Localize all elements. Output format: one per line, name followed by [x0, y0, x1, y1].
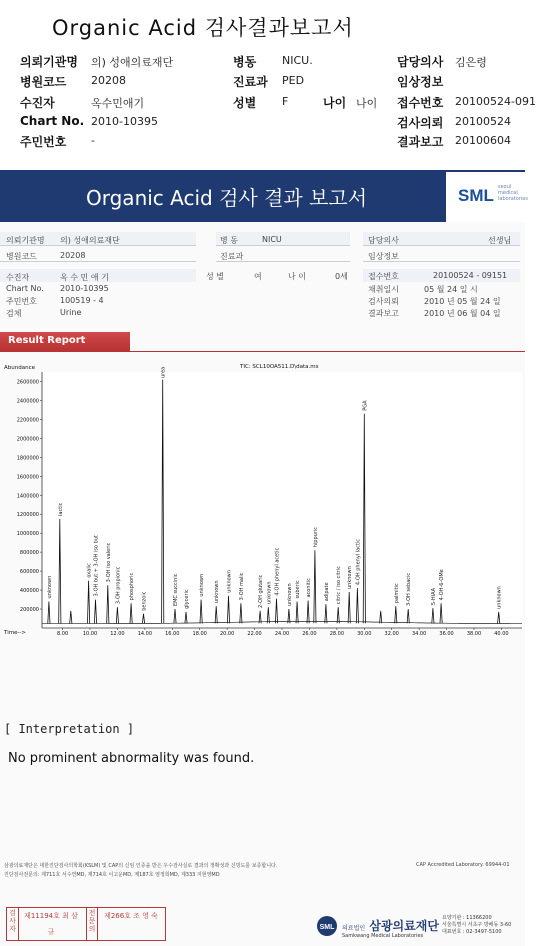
- field-key: 병원코드: [20, 75, 67, 89]
- info-value: Urine: [60, 308, 82, 317]
- footnote-physicians: 진단검사전문의: 제711호 서수연MD, 제714호 이고운MD, 제187호 염정희MD, 제333 지현영MD: [4, 872, 220, 878]
- peak-annotation: 3-OH iso valeric: [105, 542, 112, 583]
- y-tick-label: 1400000: [16, 493, 39, 500]
- info-value: 100519 - 4: [60, 296, 104, 305]
- peak-annotation: benzoic: [141, 591, 148, 611]
- field-key: 주민번호: [20, 135, 67, 149]
- field-key: Chart No.: [20, 114, 85, 128]
- field-value: 20208: [91, 74, 126, 87]
- x-tick-label: 10.00: [82, 631, 98, 637]
- info-label: 임상정보: [368, 252, 399, 261]
- chart-title: TIC: SCL10OA511.D\data.ms: [240, 364, 319, 370]
- x-tick-label: 28.00: [329, 631, 345, 637]
- y-tick-label: 800000: [19, 550, 39, 557]
- peak-annotation: 2-OH glutaric: [258, 574, 265, 608]
- peak-annotation: unknown: [347, 566, 354, 589]
- y-tick-label: 1800000: [16, 455, 39, 462]
- info-value: 2010 년 06 월 04 일: [424, 309, 501, 318]
- info-label: 병원코드: [6, 252, 37, 261]
- peak-annotation: 5-HIAA: [430, 587, 437, 606]
- y-tick-label: 1200000: [16, 512, 39, 519]
- peak-annotation: unknown: [496, 586, 503, 609]
- banner-title: Organic Acid 검사 결과 보고서: [86, 186, 368, 210]
- field-value: NICU.: [282, 54, 313, 67]
- field-key: 검사의뢰: [397, 116, 444, 130]
- peak-annotation: unknown: [46, 575, 53, 599]
- field-key: 진료과: [233, 75, 268, 89]
- field-value: 의) 성애의료재단: [91, 56, 174, 69]
- x-tick-label: 38.00: [466, 631, 482, 637]
- footer-org: 삼광의료재단: [369, 919, 439, 933]
- x-tick-label: 8.00: [57, 631, 69, 637]
- info-label: 담당의사: [368, 236, 399, 245]
- info-value: 선생님: [488, 236, 512, 245]
- info-label: 주민번호: [6, 297, 37, 306]
- peak-annotation: unknown: [226, 570, 233, 593]
- peak-annotation: lactic: [57, 502, 64, 516]
- peak-annotation: 4-OH phenyl lactic: [355, 538, 362, 586]
- y-tick-label: 2400000: [16, 398, 39, 405]
- peak-annotation: 4-OH-6-OMe: [439, 569, 446, 601]
- svg-text:SML: SML: [319, 924, 335, 931]
- x-tick-label: 36.00: [439, 631, 454, 637]
- peak-annotation: 3-OH sebacic: [406, 572, 413, 607]
- footnote-certification: 삼광의료재단은 대한진단검사의학회(KSLM) 및 CAP의 신임 인증을 받은 우수검사실로 결과의 정확성과 신빙도를 보증합니다.: [4, 863, 278, 869]
- info-value: NICU: [262, 235, 282, 244]
- x-tick-label: 40.00: [494, 631, 509, 637]
- x-tick-label: 24.00: [274, 631, 290, 637]
- footer-org-name: [342, 917, 439, 934]
- info-label: 진료과: [220, 252, 244, 261]
- field-value: 20100524: [455, 115, 511, 128]
- report-title: Organic Acid 검사결과보고서: [52, 16, 354, 40]
- peak-annotation: phosphoric: [129, 572, 136, 601]
- info-label: 결과보고: [368, 309, 399, 318]
- peak-annotation: citric / iso citric: [336, 566, 343, 605]
- interpretation-title: [ Interpretation ]: [4, 722, 135, 736]
- info-label: 수진자: [6, 273, 30, 282]
- x-tick-label: 22.00: [247, 631, 262, 637]
- field-key: 담당의사: [397, 55, 444, 69]
- field-value: 2010-10395: [91, 115, 158, 128]
- info-value: 20100524 - 09151: [433, 271, 508, 280]
- field-key: 성별: [233, 96, 257, 110]
- sml-logo-subtitle: seoul medical laboratories: [498, 184, 528, 202]
- info-value: 2010 년 05 월 24 일: [424, 297, 501, 306]
- y-tick-label: 600000: [19, 569, 39, 576]
- y-tick-label: 200000: [19, 607, 39, 614]
- peak-annotation: palmitic: [393, 583, 400, 604]
- peak-annotation: unknown: [199, 573, 206, 597]
- info-value: 05 월 24 일 시: [424, 285, 478, 294]
- field-value: 김은령: [455, 56, 487, 69]
- y-tick-label: 2000000: [16, 436, 39, 443]
- scanned-report: [0, 170, 528, 946]
- signature-stamps: [6, 907, 166, 941]
- info-value: 옥 수 민 애 기: [60, 273, 109, 282]
- field-value: -: [91, 134, 95, 147]
- x-tick-label: 30.00: [357, 631, 372, 637]
- field-key: 수진자: [20, 96, 55, 110]
- info-label: Chart No.: [6, 284, 44, 293]
- sml-logo-box: [446, 170, 528, 222]
- info-label: 채취일시: [368, 285, 399, 294]
- peak-annotation: urea: [160, 366, 167, 378]
- stamp-b-label: 전문의: [86, 908, 98, 940]
- peak-annotation: 3-OH propionic: [115, 566, 122, 605]
- info-value: 여: [254, 272, 262, 281]
- y-tick-label: 1600000: [16, 474, 39, 481]
- info-label: 성 별: [206, 272, 224, 281]
- footer-org-prefix: 의료법인: [342, 925, 366, 932]
- interpretation-text: No prominent abnormality was found.: [8, 751, 255, 766]
- info-value: 의) 성애의료재단: [60, 236, 120, 245]
- field-value: 옥수민애기: [91, 97, 145, 110]
- field-key: 의뢰기관명: [20, 55, 78, 69]
- peak-annotation: adipate: [323, 582, 330, 602]
- x-tick-label: 20.00: [219, 631, 235, 637]
- peak-annotation: aconitic: [306, 577, 313, 598]
- peak-annotation: 4-OH phenyl acetic: [274, 547, 281, 596]
- field-value: PED: [282, 74, 305, 87]
- peak-annotation: suberic: [295, 580, 302, 599]
- info-label: 검체: [6, 309, 22, 318]
- chromatogram-chart: [0, 360, 525, 660]
- info-value: 2010-10395: [60, 284, 109, 293]
- info-value: 0세: [335, 272, 348, 281]
- field-key: 접수번호: [397, 96, 444, 110]
- x-axis-label: Time-->: [4, 630, 27, 636]
- info-label: 병 동: [220, 236, 238, 245]
- peak-annotation: unknown: [286, 583, 293, 607]
- x-tick-label: 12.00: [110, 631, 125, 637]
- y-tick-label: 1000000: [16, 531, 39, 538]
- y-tick-label: 400000: [19, 588, 39, 595]
- field-key: 병동: [233, 55, 257, 69]
- x-tick-label: 18.00: [192, 631, 207, 637]
- x-tick-label: 16.00: [165, 631, 180, 637]
- info-label: 의뢰기관명: [6, 236, 45, 245]
- info-value: 20208: [60, 251, 86, 260]
- info-label: 검사의뢰: [368, 297, 399, 306]
- info-label: 접수번호: [368, 272, 399, 281]
- stamp-b: 제266호 조 영 숙: [104, 912, 158, 920]
- stamp-a: 제11194호 최 삼 규: [24, 912, 78, 936]
- x-tick-label: 32.00: [384, 631, 399, 637]
- peak-annotation: 3-OH but + 3-OH iso but: [93, 535, 100, 597]
- field-value: 20100604: [455, 134, 511, 147]
- info-label: 나 이: [288, 272, 306, 281]
- peak-annotation: unknown: [214, 580, 221, 604]
- y-axis-label: Abundance: [4, 365, 35, 371]
- field-key: 임상정보: [397, 75, 444, 89]
- x-tick-label: 14.00: [137, 631, 153, 637]
- peak-annotation: EMC succinic: [173, 573, 180, 607]
- field-value: F: [282, 95, 289, 108]
- plot-area: [42, 372, 522, 628]
- y-tick-label: 2200000: [16, 417, 39, 424]
- peak-annotation: unknown: [266, 581, 273, 605]
- samkwang-logo: [316, 915, 439, 941]
- y-tick-label: 2600000: [16, 379, 39, 386]
- cap-accreditation: CAP Accredited Laboratory. 69944-01: [416, 862, 510, 868]
- peak-annotation: PGA: [362, 400, 369, 411]
- footer-address: 요양기관 : 11366200 서울특별시 서초구 방배동 3-60 대표번호 : 02-3497-5100: [442, 915, 512, 935]
- field-key: 나이: [323, 96, 347, 110]
- sml-emblem-icon: [316, 915, 338, 937]
- x-tick-label: 26.00: [302, 631, 317, 637]
- peak-annotation: oxalic: [86, 563, 93, 578]
- peak-annotation: hippuric: [312, 526, 319, 548]
- field-key: 결과보고: [397, 135, 444, 149]
- x-tick-label: 34.00: [411, 631, 427, 637]
- field-value: 나이: [356, 97, 378, 110]
- report-banner: [0, 170, 446, 222]
- stamp-a-label: 검사자: [7, 908, 19, 940]
- sml-logo: SML: [458, 186, 494, 205]
- field-value: 20100524-091: [455, 95, 536, 108]
- peak-annotation: 3-OH malic: [238, 572, 245, 601]
- peak-annotation: glyceric: [184, 589, 190, 609]
- footer-org-english: Samkwang Medical Laboratories: [342, 933, 424, 939]
- result-report-heading: Result Report: [0, 332, 130, 351]
